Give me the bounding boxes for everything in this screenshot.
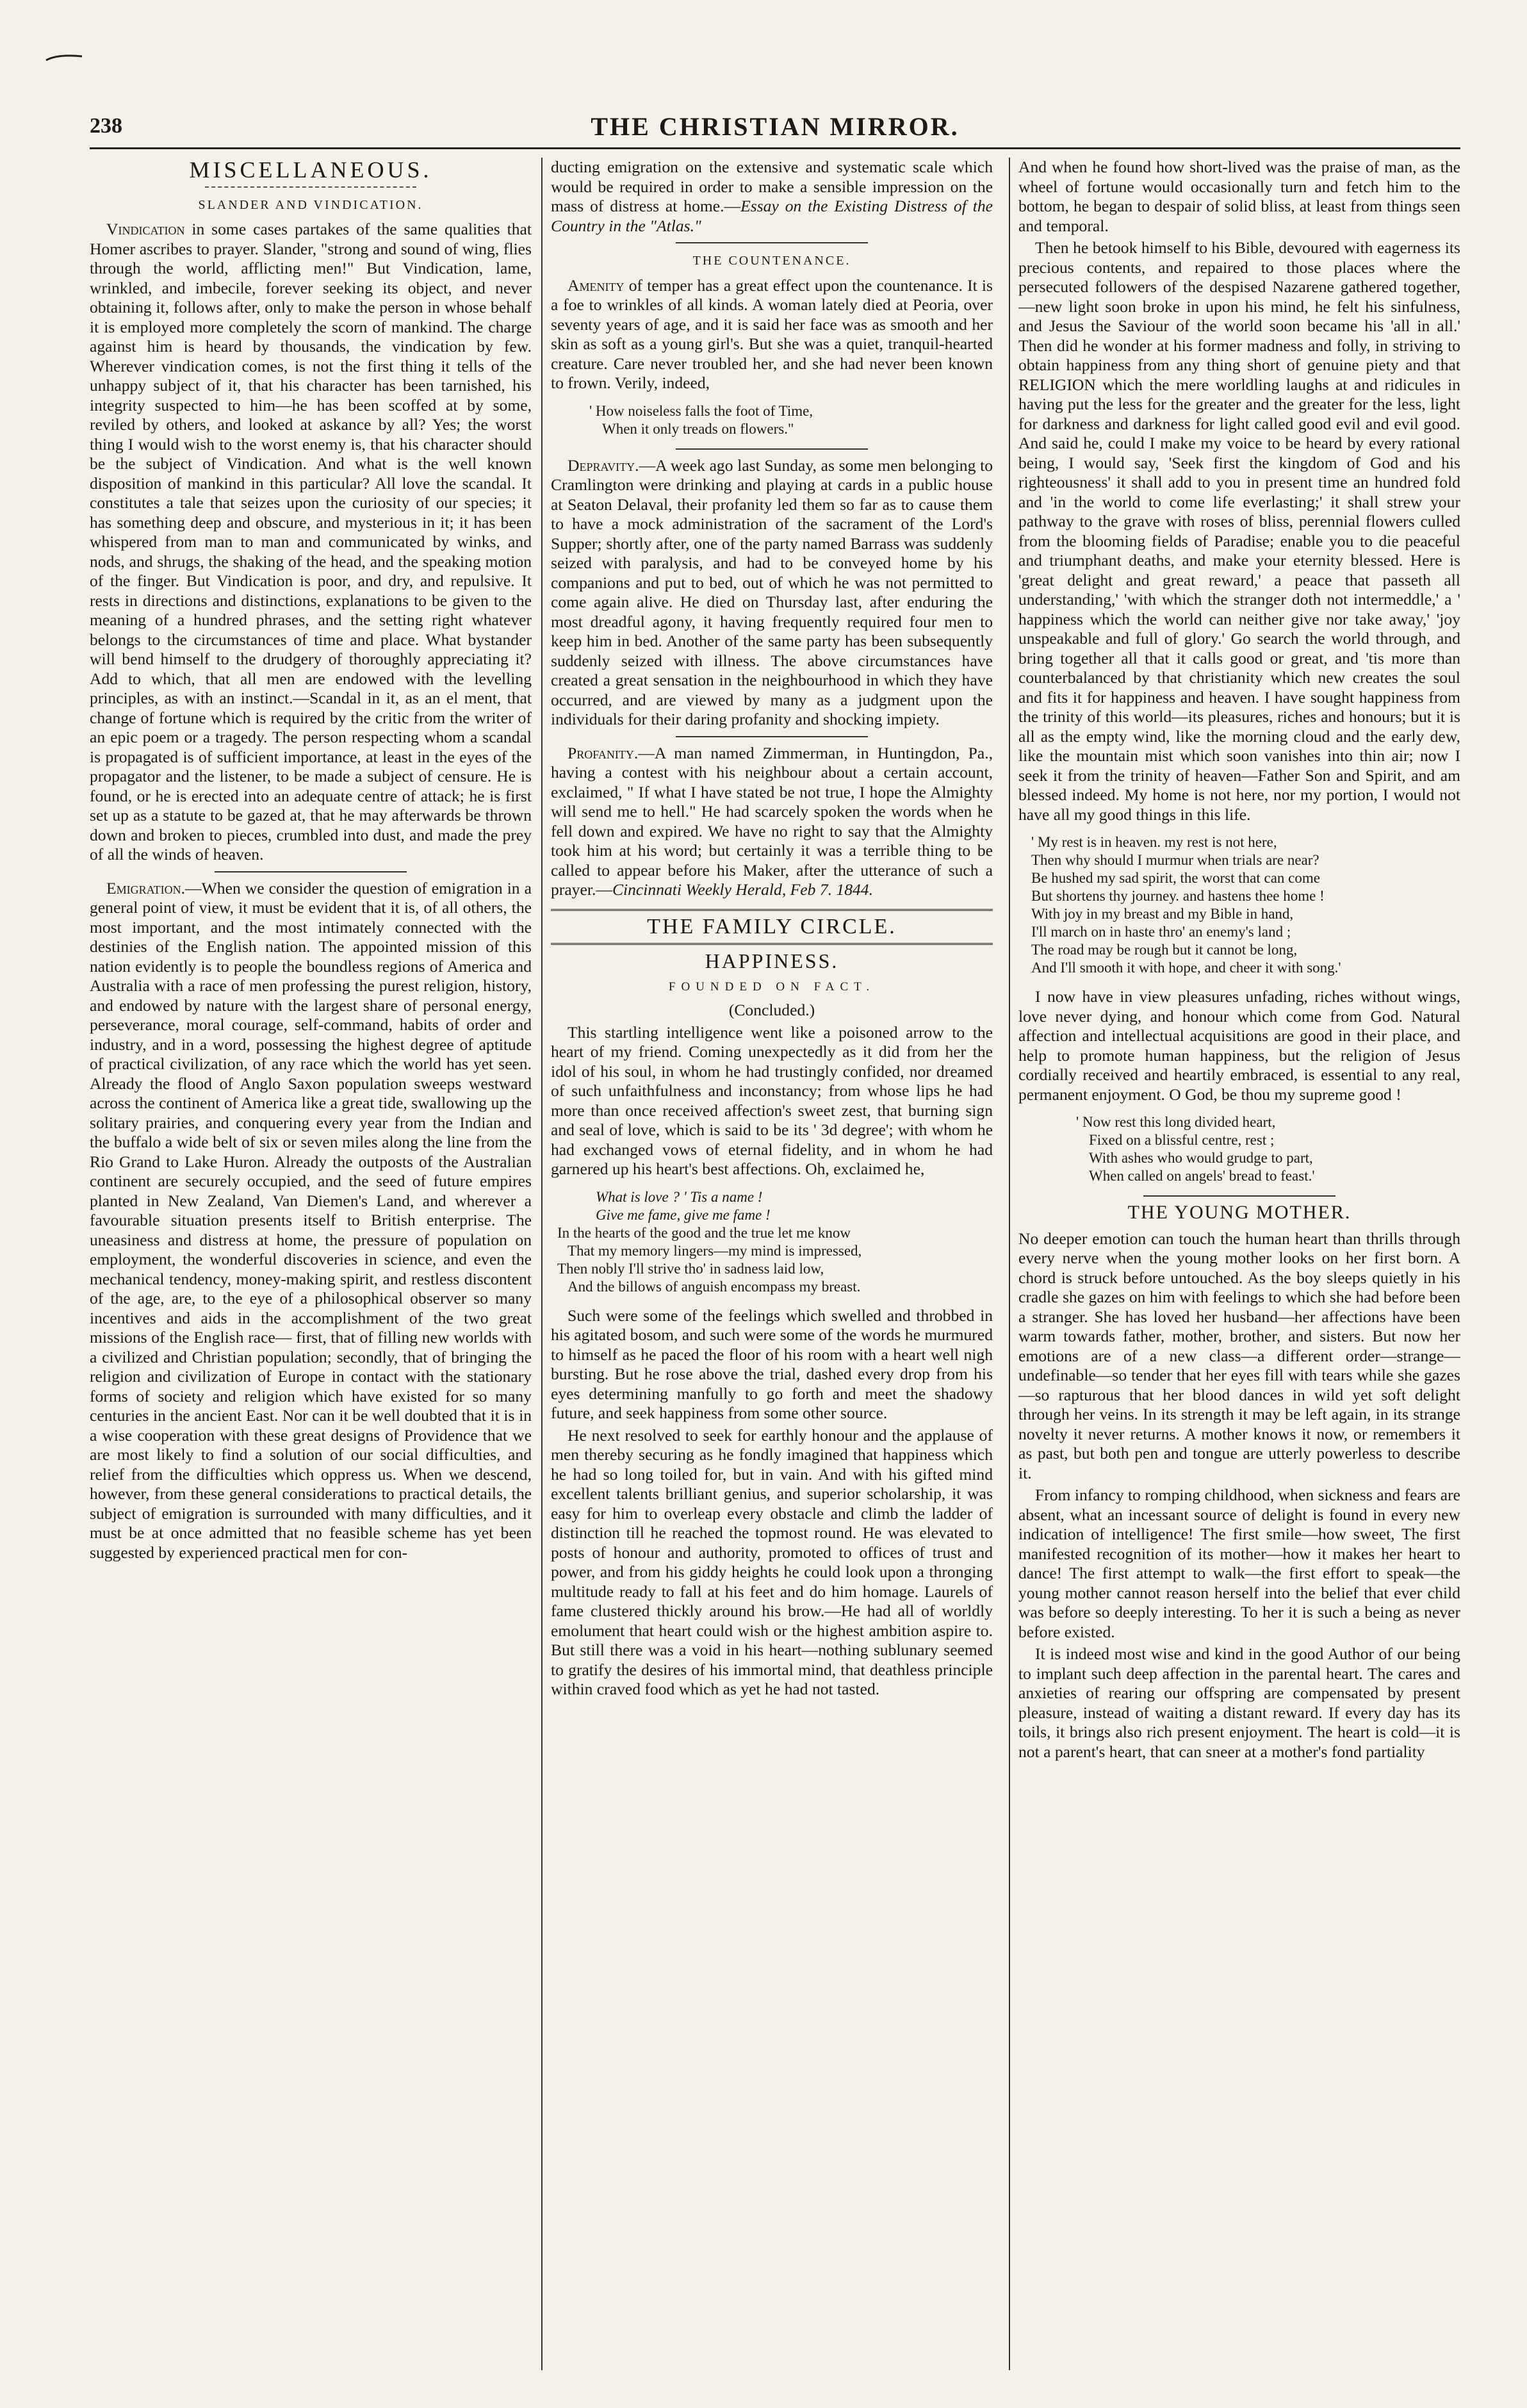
article-paragraph: And when he found how short-lived was the praise of man, as the wheel of fortune would occasionally turn and fetch him to the bottom, he began to despair of solid bliss, at least from things seen and temporal.: [1018, 158, 1460, 235]
article-lead: Depravity.: [568, 455, 639, 475]
article-paragraph: [551, 456, 993, 730]
verse: [557, 1188, 993, 1296]
verse-line: And the billows of anguish encompass my breast.: [568, 1278, 861, 1295]
divider: [215, 871, 407, 872]
article-text: ducting emigration on the extensive and systematic scale which would be required in order to make a sensible impression on the mass of distress at home.—: [551, 158, 993, 215]
page-number: 238: [90, 114, 122, 138]
article-paragraph: No deeper emotion can touch the human heart than thrills through every nerve when the young mother looks on her first born. A chord is struck before untouched. As the boy sleeps quietly in his cradle she gazes on him with feelings to which she had before been a stranger. She has loved her husband—her affections have been warm towards father, mother, brother, and sisters. But now her emotions are of a new class—a different order—strange—undefinable—so tender that her eyes fill with tears while she gazes—so rapturous that her blood dances in wild yet soft delight through her veins. In its strength it may be left again, in its strange novelty it never returns. A mother knows it now, or remembers it as past, but both pen and tongue are utterly powerless to describe it.: [1018, 1229, 1460, 1482]
article-paragraph: [90, 879, 532, 1563]
article-lead: Vindication: [106, 220, 185, 238]
column-2: [551, 158, 993, 2370]
divider: [205, 186, 416, 188]
column-3: [1018, 158, 1460, 2370]
article-paragraph: [90, 220, 532, 865]
newspaper-page: [90, 109, 1460, 2370]
article-citation: Essay on the Existing Distress of the Country in the "Atlas.": [551, 197, 993, 235]
verse-line: Give me fame, give me fame !: [596, 1206, 771, 1223]
verse-line: ' My rest is in heaven. my rest is not here,: [1031, 834, 1277, 850]
verse-line: Then nobly I'll strive tho' in sadness laid low,: [557, 1260, 824, 1277]
verse-line: ' How noiseless falls the foot of Time,: [589, 402, 813, 419]
verse-line: Be hushed my sad spirit, the worst that can come: [1031, 870, 1320, 886]
verse-line: But shortens thy journey. and hastens thee home !: [1031, 888, 1325, 904]
article-note: (Concluded.): [728, 1001, 815, 1019]
article-title: HAPPINESS.: [705, 949, 839, 972]
article-lead: Profanity.: [568, 743, 639, 762]
verse-line: In the hearts of the good and the true let me know: [557, 1224, 851, 1241]
verse-line: I'll march on in haste thro' an enemy's land ;: [1031, 924, 1291, 940]
verse-line: With joy in my breast and my Bible in hand,: [1031, 906, 1294, 922]
article-subtitle: FOUNDED ON FACT.: [668, 979, 876, 994]
running-title: THE CHRISTIAN MIRROR.: [591, 112, 959, 141]
article-paragraph: This startling intelligence went like a poisoned arrow to the heart of my friend. Coming unexpectedly as it did from her the idol of his soul, in whom he had trustingly confided, nor dreamed of such unfaithfulness and inconstancy; from whose lips he had more than once received affection's sweet zest, that burning sign and seal of love, which is said to be its ' 3d degree'; with whom he had exchanged vows of eternal fidelity, and in whom he had garnered up his heart's best affections. Oh, exclaimed he,: [551, 1022, 993, 1178]
verse-line: Then why should I murmur when trials are near?: [1031, 852, 1319, 868]
divider: [1143, 1195, 1335, 1197]
article-title: THE YOUNG MOTHER.: [1127, 1202, 1351, 1223]
article-paragraph: [551, 744, 993, 900]
article-citation: Cincinnati Weekly Herald, Feb 7. 1844.: [612, 880, 874, 899]
article-title: SLANDER AND VINDICATION.: [198, 197, 423, 212]
verse-line: ' Now rest this long divided heart,: [1076, 1114, 1276, 1130]
section-title: THE FAMILY CIRCLE.: [551, 909, 993, 946]
divider: [676, 448, 868, 450]
verse-line: When called on angels' bread to feast.': [1089, 1168, 1315, 1184]
article-paragraph: From infancy to romping childhood, when sickness and fears are absent, what an incessant source of delight is found in every new indication of intelligence! The first smile—how sweet, The first manifested recognition of its mother—how it makes her heart to dance! The first attempt to walk—the first effort to speak—the young mother cannot reason herself into the belief that ever child was before so deeply interesting. To her it is such a being as never before existed.: [1018, 1486, 1460, 1641]
divider: [676, 242, 868, 243]
verse: [589, 402, 993, 438]
article-paragraph: He next resolved to seek for earthly honour and the applause of men thereby securing as he fondly imagined that happiness which he had so long toiled for, but in vain. And with his gifted mind excellent talents brilliant genius, and superior scholarship, it was easy for him to overleap every obstacle and climb the ladder of distinction till he reached the topmost round. He was elevated to posts of honour and authority, promoted to offices of trust and power, and from his giddy heights he could look upon a thronging multitude ready to fall at his feet and do him homage. Laurels of fame clustered thickly around his brow.—He had all of worldly emolument that heart could wish or the highest ambition aspire to. But still there was a void in his heart—nothing sublunary seemed to gratify the desires of his immortal mind, that deathless principle within craved food which as yet he had not tasted.: [551, 1425, 993, 1698]
article-lead: Amenity: [568, 275, 625, 295]
verse-line: That my memory lingers—my mind is impressed,: [568, 1242, 862, 1259]
verse-line: The road may be rough but it cannot be long,: [1031, 942, 1298, 958]
article-paragraph: [551, 276, 993, 393]
article-text: —When we consider the question of emigration in a general point of view, it must be evident that it is, of all others, the most important, and the most intimately connected with the destinies of the English nation. The appointed mission of this nation evidently is to people the boundless regions of America and Australia with a race of men professing the purest religion, history, and endowed by nature with the largest share of personal energy, perseverance, moral courage, self-command, habits of order and industry, and in a word, possessing the highest degree of aptitude of practical civilization, of any race which the world has yet seen. Already the flood of Anglo Saxon population sweeps westward across the continent of America like a great tide, swallowing up the solitary prairies, and conquering every year from the Indian and the buffalo a wide belt of six or seven miles along the line from the Rio Grand to Lake Huron. Already the outposts of the Australian continent are securely occupied, and the seed of future empires planted in New Zealand, Van Diemen's Land, and wherever a favourable situation presents itself to British enterprise. The uneasiness and distress at home, the pressure of population on employment, the wonderful discoveries in science, and even the mechanical tendency, money-making spirit, and restless discontent of the age, are, to the eye of a philosophical observer so many incentives and aids in the accomplishment of the two great missions of the English race— first, that of filling new worlds with a civilized and Christian population; secondly, that of bringing the religion and civilization of Europe in contact with the stationary forms of society and religion which have existed for so many centuries in the ancient East. Nor can it be well doubted that it is in a wise cooperation with these great designs of Providence that we are most likely to find a solution of our social difficulties, and relief from the difficulties which oppress us. When we descend, however, from these general considerations to practical details, the subject of emigration is surrounded with many difficulties, and it must be at once admitted that no feasible scheme has yet been suggested by experienced practical men for con-: [90, 878, 532, 1562]
article-text: —A week ago last Sunday, as some men belonging to Cramlington were drinking and playing at cards in a public house at Seaton Delaval, their profanity led them so far as to cause them to have a mock administration of the sacrament of the Lord's Supper; shortly after, one of the party named Barrass was suddenly seized with paralysis, and had to be conveyed home by his companions and put to bed, out of which he was not permitted to come again alive. He died on Thursday last, after enduring the most dreadful agony, it having frequently required four men to keep him in bed. Another of the same party has been subsequently suddenly seized with illness. The above circumstances have created a great sensation in the neighbourhood in which they have occurred, and are viewed by many as a judgment upon the individuals for their daring profanity and shocking impiety.: [551, 455, 993, 728]
article-title: THE COUNTENANCE.: [692, 254, 851, 268]
verse-line: And I'll smooth it with hope, and cheer it with song.': [1031, 960, 1341, 976]
article-lead: Emigration.: [106, 878, 186, 897]
article-paragraph: [551, 158, 993, 236]
article-text: —A man named Zimmerman, in Huntingdon, Pa., having a contest with his neighbour about a certain account, exclaimed, " If what I have stated be not true, I hope the Almighty will send me to hell." He had scarcely spoken the words when he fell down and expired. We have no right to say that the Almighty took him at his word; but certainly it was a terrible thing to be called to appear before his Maker, after the utterance of such a prayer.—: [551, 743, 993, 899]
verse-line: Fixed on a blissful centre, rest ;: [1089, 1132, 1275, 1148]
verse-line: What is love ? ' Tis a name !: [596, 1188, 763, 1205]
article-paragraph: I now have in view pleasures unfading, riches without wings, love never dying, and honour which come from God. Natural affection and intellectual acquisitions are good in their place, and help to promote human happiness, but the religion of Jesus cordially received and heartily embraced, is essential to any real, permanent enjoyment. O God, be thou my supreme good !: [1018, 987, 1460, 1104]
article-paragraph: It is indeed most wise and kind in the good Author of our being to implant such deep affection in the parental heart. The cares and anxieties of rearing our offspring are compensated by present pleasure, instead of waiting a distant reward. If every day has its toils, it brings also rich present enjoyment. The heart is cold—it is not a parent's heart, that can sneer at a mother's fond partiality: [1018, 1644, 1460, 1761]
article-text: of temper has a great effect upon the countenance. It is a foe to wrinkles of all kinds. A woman lately died at Peoria, over seventy years of age, and it is said her face was as smooth and her skin as soft as a young girl's. But she was a quiet, tranquil-hearted creature. Care never troubled her, and she had never been known to frown. Verily, indeed,: [551, 275, 993, 392]
article-paragraph: Then he betook himself to his Bible, devoured with eagerness its precious contents, and repaired to those places where the persecuted followers of the despised Nazarene gathered together,—new light soon broke in upon his mind, he felt his sinfulness, and Jesus the Saviour of the world soon became his 'all in all.' Then did he wonder at his former madness and folly, in striving to obtain happiness from any thing short of genuine piety and that RELIGION which the mere worldling laughs at and ridicules in having put the less for the greater and the greater for the less, light for darkness and darkness for light called good evil and evil good. And said he, could I make my voice to be heard by every rational being, I would say, 'Seek first the kingdom of God and his righteousness' it shall add to you in present time an hundred fold and 'in the world to come life everlasting;' it shall strew your pathway to the grave with roses of bliss, perennial flowers culled from the blooming fields of Paradise; enable you to die peaceful and triumphant deaths, and make your eternity blessed. Here is 'great delight and great reward,' a peace that passeth all understanding,' 'with which the stranger doth not intermeddle,' a ' happiness which the world can neither give nor take away,' 'joy unspeakable and full of glory.' Go search the world through, and bring together all that it calls good or great, and 'tis more than counterbalanced by that christianity which new creates the soul and fits it for happiness and heaven. I have sought happiness from the trinity of this world—its pleasures, riches and honours; but it is all as the empty wind, like the morning cloud and the early dew, like the mountain mist which soon vanishes into thin air; now I seek it from the trinity of heaven—Father Son and Spirit, and am blessed indeed. My home is not here, nor my portion, I would not have all my good things in this life.: [1018, 238, 1460, 824]
verse-line: When it only treads on flowers.": [602, 420, 794, 437]
article-text: in some cases partakes of the same qualities that Homer ascribes to prayer. Slander, "strong and sound of wing, flies through the world, afflicting men!" But Vindication, lame, wrinkled, and imbecile, forever seeking its object, and never obtaining it, follows after, only to make the person in whose behalf it is employed more completely the scorn of mankind. The charge against him is heard by thousands, the vindication by few. Wherever vindication comes, is not the first thing it tells of the unhappy subject of it, that his character has been tarnished, his integrity suspected to him—he has been scoffed at by some, reviled by others, and looked at askance by all? Yes; the worst thing I would wish to the worst enemy is, that his character should be the subject of Vindication. And what is the well known disposition of mankind in this particular? All love the scandal. It constitutes a tale that seizes upon the curiosity of our species; it has something deep and obscure, and mysterious in it; it has been whispered from man to man and communicated by winks, and nods, and shrugs, the shaking of the head, and the speaking motion of the finger. But Vindication is poor, and dry, and repulsive. It rests in directions and distinctions, explanations to be given to the meaning of a hundred phrases, and the setting right whatever belongs to the circumstances of time and place. What bystander will bend himself to the drudgery of thoroughly appreciating it? Add to which, that all men are endowed with the levelling principles, as with an instinct.—Scandal in it, as an el ment, that change of fortune which is required by the critic from the writer of an epic poem or a tragedy. The person respecting whom a scandal is propagated is of sufficient importance, at least in the eyes of the propagator and the listener, to be made a subject of censure. He is found, or he is erected into an adequate centre of attack; he is first set up as a statute to be gazed at, that he may afterwards be thrown down and broken to pieces, crumbled into dust, and made the prey of all the winds of heaven.: [90, 220, 532, 864]
ink-mark: [45, 51, 83, 64]
article-paragraph: Such were some of the feelings which swelled and throbbed in his agitated bosom, and such were some of the words he murmured to himself as he paced the floor of his room with a heart well nigh bursting. But he rose above the trial, dashed every drop from his eyes determining manfully to go forth and meet the shadowy future, and seek happiness from some other source.: [551, 1306, 993, 1422]
verse: [1031, 833, 1460, 977]
page-header: [90, 109, 1460, 149]
verse-line: With ashes who would grudge to part,: [1089, 1150, 1313, 1166]
verse: [1076, 1113, 1460, 1185]
section-title: MISCELLANEOUS.: [189, 158, 432, 183]
column-1: [90, 158, 532, 2370]
divider: [676, 736, 868, 737]
